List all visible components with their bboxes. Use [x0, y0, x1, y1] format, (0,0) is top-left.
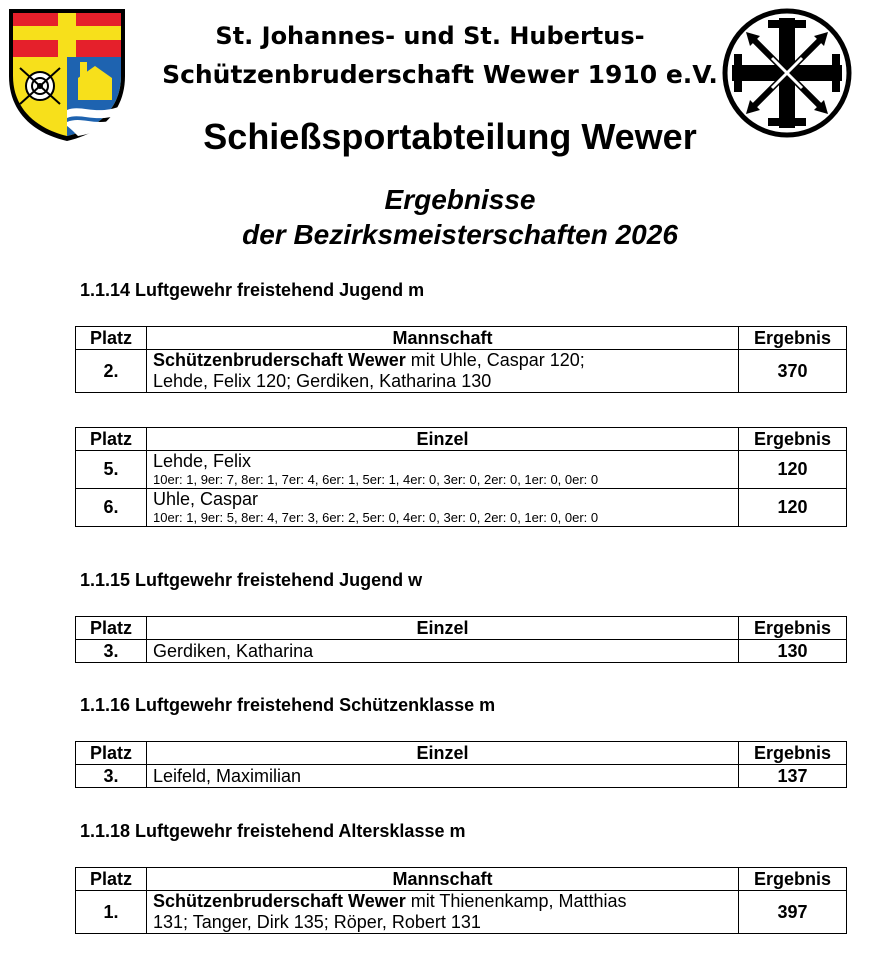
result-cell: 130	[739, 640, 847, 663]
place-cell: 1.	[76, 891, 147, 934]
result-cell: 120	[739, 489, 847, 527]
column-header-team: Mannschaft	[147, 868, 739, 891]
team-members-line1: mit Uhle, Caspar 120;	[405, 350, 585, 370]
section-title: 1.1.15 Luftgewehr freistehend Jugend w	[80, 570, 423, 590]
column-header-result: Ergebnis	[739, 868, 847, 891]
table-header-row	[76, 868, 847, 891]
table-header-row	[76, 327, 847, 350]
shooter-name: Gerdiken, Katharina	[147, 640, 739, 663]
table-header-row	[76, 742, 847, 765]
place-cell: 3.	[76, 640, 147, 663]
table-row	[76, 765, 847, 788]
table-header-row	[76, 428, 847, 451]
section-title: 1.1.18 Luftgewehr freistehend Altersklasse m	[80, 821, 466, 841]
shooter-name: Leifeld, Maximilian	[147, 765, 739, 788]
team-members-line2: Lehde, Felix 120; Gerdiken, Katharina 130	[153, 371, 492, 391]
table-row	[76, 350, 847, 393]
place-cell: 6.	[76, 489, 147, 527]
document-title-line1: Ergebnisse	[384, 184, 536, 215]
column-header-place: Platz	[76, 428, 147, 451]
column-header-place: Platz	[76, 742, 147, 765]
table-row	[76, 640, 847, 663]
place-cell: 2.	[76, 350, 147, 393]
table-row	[76, 489, 847, 527]
club-name: Schützenbruderschaft Wewer	[153, 350, 406, 370]
column-header-individual: Einzel	[147, 742, 739, 765]
individual-results-table	[75, 427, 847, 527]
shooter-name: Uhle, Caspar	[153, 489, 259, 509]
individual-results-table	[75, 616, 847, 663]
result-cell: 120	[739, 451, 847, 489]
department-title: Schießsportabteilung Wewer	[203, 116, 697, 157]
column-header-place: Platz	[76, 617, 147, 640]
score-breakdown: 10er: 1, 9er: 7, 8er: 1, 7er: 4, 6er: 1, 5er: 1, 4er: 0, 3er: 0, 2er: 0, 1er: 0, 0er: 0	[153, 472, 599, 487]
organization-name-line1: St. Johannes- und St. Hubertus-	[215, 22, 645, 50]
column-header-result: Ergebnis	[739, 327, 847, 350]
score-breakdown: 10er: 1, 9er: 5, 8er: 4, 7er: 3, 6er: 2, 5er: 0, 4er: 0, 3er: 0, 2er: 0, 1er: 0, 0er: 0	[153, 510, 599, 525]
column-header-individual: Einzel	[147, 428, 739, 451]
column-header-team: Mannschaft	[147, 327, 739, 350]
section-title: 1.1.16 Luftgewehr freistehend Schützenklasse m	[80, 695, 496, 715]
team-results-table	[75, 326, 847, 393]
team-members-line2: 131; Tanger, Dirk 135; Röper, Robert 131	[153, 912, 481, 932]
individual-results-table	[75, 741, 847, 788]
section-title: 1.1.14 Luftgewehr freistehend Jugend m	[80, 280, 425, 300]
table-row	[76, 891, 847, 934]
shooter-cell	[147, 489, 739, 527]
table-header-row	[76, 617, 847, 640]
team-cell	[147, 350, 739, 393]
table-row	[76, 451, 847, 489]
team-results-table	[75, 867, 847, 934]
document-title-line2: der Bezirksmeisterschaften 2026	[242, 219, 678, 250]
team-cell	[147, 891, 739, 934]
column-header-place: Platz	[76, 327, 147, 350]
place-cell: 5.	[76, 451, 147, 489]
place-cell: 3.	[76, 765, 147, 788]
team-members-line1: mit Thienenkamp, Matthias	[405, 891, 627, 911]
shooter-name: Lehde, Felix	[153, 451, 252, 471]
result-cell: 397	[739, 891, 847, 934]
result-cell: 370	[739, 350, 847, 393]
result-cell: 137	[739, 765, 847, 788]
column-header-result: Ergebnis	[739, 617, 847, 640]
column-header-place: Platz	[76, 868, 147, 891]
organization-name-line2: Schützenbruderschaft Wewer 1910 e.V.	[162, 60, 718, 89]
column-header-result: Ergebnis	[739, 428, 847, 451]
shooter-cell	[147, 451, 739, 489]
column-header-individual: Einzel	[147, 617, 739, 640]
column-header-result: Ergebnis	[739, 742, 847, 765]
club-name: Schützenbruderschaft Wewer	[153, 891, 406, 911]
